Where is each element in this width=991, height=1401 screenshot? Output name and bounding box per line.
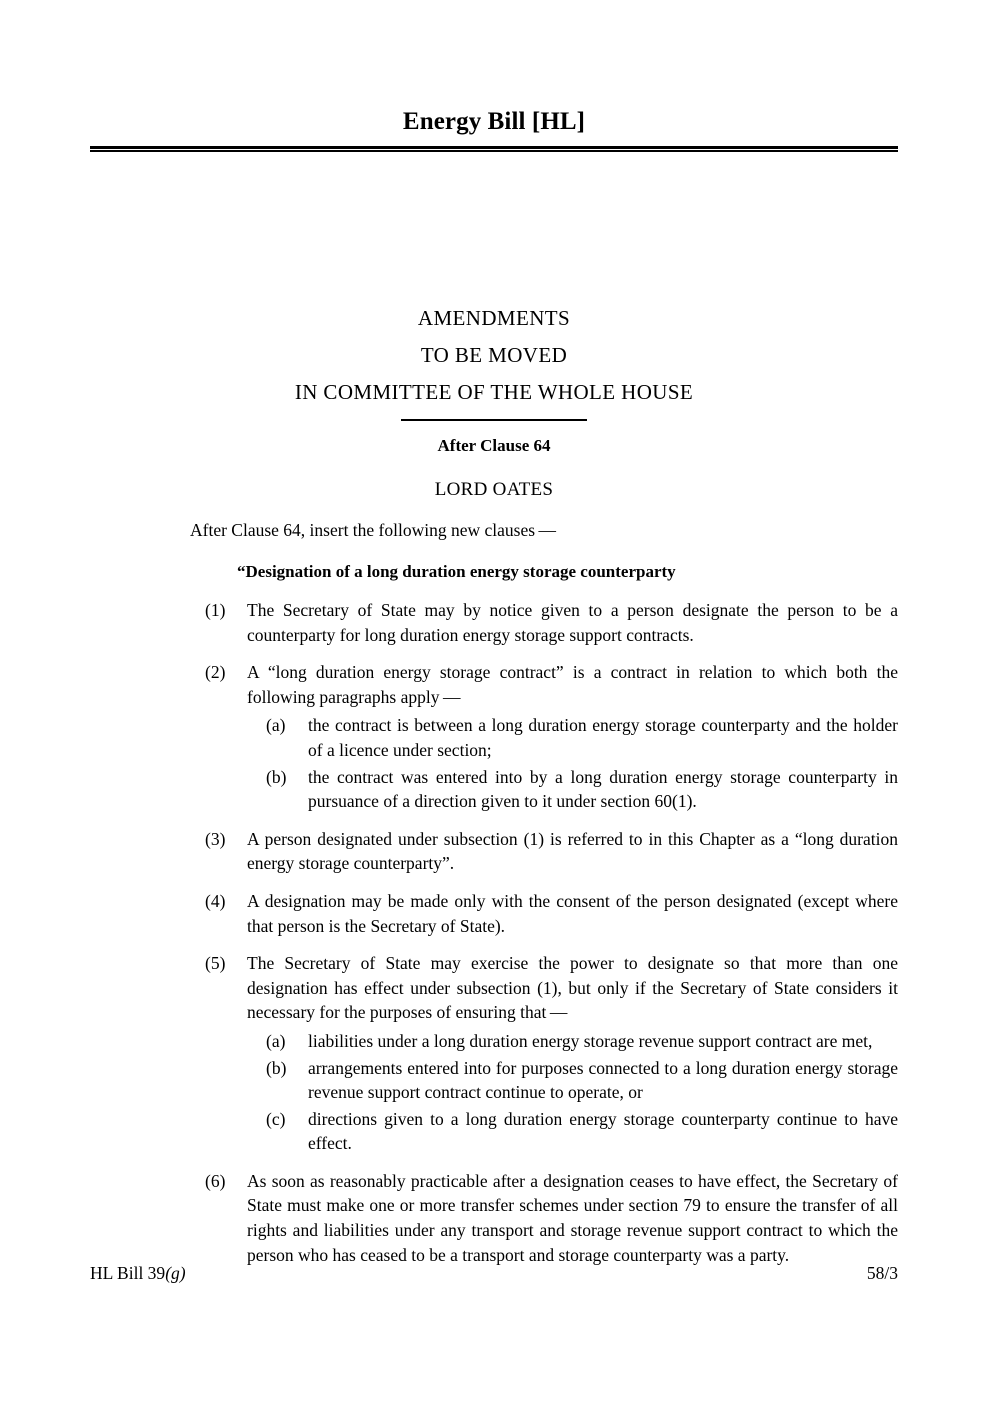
page-title: Energy Bill [HL] — [402, 108, 586, 135]
member-name: LORD OATES — [434, 478, 554, 500]
page-footer — [90, 1262, 898, 1284]
paragraph-5b — [90, 1056, 898, 1105]
subsection-number: (1) — [205, 600, 226, 620]
subsection-6 — [90, 1169, 898, 1267]
paragraph-letter: (b) — [266, 1057, 287, 1078]
subsection-text: As soon as reasonably practicable after a designation ceases to have effect, the Secretary of State must make one or more transfer schemes under section 79 to ensure the transfer of all rights and liabilities under any transport and storage revenue support contract to which the person who has ceased to be a transport and storage counterparty was a party. — [247, 1170, 898, 1265]
subsection-number: (6) — [205, 1170, 226, 1191]
title-double-rule — [90, 146, 898, 152]
bill-reference — [90, 1262, 186, 1284]
amendment-heading-block — [90, 300, 898, 505]
subsection-text: A designation may be made only with the consent of the person designated (except where that person is the Secretary of State). — [247, 890, 898, 936]
subsection-3 — [90, 827, 898, 876]
subsection-5 — [90, 951, 898, 1025]
paragraph-letter: (a) — [266, 1030, 286, 1051]
bill-reference-suffix: (g) — [165, 1263, 186, 1283]
bill-reference-main: HL Bill 39 — [90, 1263, 166, 1283]
clause-marker: After Clause 64 — [437, 435, 551, 455]
subsection-4 — [90, 889, 898, 938]
paragraph-letter: (c) — [266, 1108, 286, 1129]
subsection-2-paragraphs — [90, 713, 898, 813]
paragraph-2b — [90, 765, 898, 814]
subsection-2 — [90, 660, 898, 709]
subsection-text: A “long duration energy storage contract” is a contract in relation to which both the following paragraphs apply — — [247, 662, 898, 707]
subsection-text: The Secretary of State may by notice given to a person designate the person to be a counterparty for long duration energy storage support contracts. — [247, 600, 898, 645]
subsection-number: (4) — [205, 890, 226, 911]
subsection-text: A person designated under subsection (1) is referred to in this Chapter as a “long duration energy storage counterparty”. — [247, 828, 898, 874]
insert-instruction: After Clause 64, insert the following new clauses — — [190, 520, 557, 540]
paragraph-letter: (b) — [266, 766, 287, 787]
title-rule-thin — [90, 150, 898, 152]
new-clause-heading: “Designation of a long duration energy storage counterparty — [237, 562, 676, 581]
page-reference: 58/3 — [866, 1263, 898, 1283]
paragraph-text: the contract was entered into by a long duration energy storage counterparty in pursuance of a direction given to it under section 60(1). — [308, 766, 898, 812]
subsection-1 — [90, 598, 898, 647]
heading-to-be-moved: TO BE MOVED — [420, 343, 568, 367]
amendment-body — [90, 518, 898, 1280]
heading-amendments: AMENDMENTS — [417, 306, 571, 330]
heading-separator-rule-wrap — [90, 419, 898, 421]
paragraph-letter: (a) — [266, 715, 286, 736]
paragraph-5c — [90, 1107, 898, 1156]
subsection-number: (2) — [205, 662, 226, 683]
heading-in-committee: IN COMMITTEE OF THE WHOLE HOUSE — [294, 380, 694, 404]
paragraph-text: liabilities under a long duration energy storage revenue support contract are met, — [308, 1030, 873, 1051]
paragraph-text: arrangements entered into for purposes connected to a long duration energy storage revenue support contract continue to operate, or — [308, 1057, 898, 1103]
subsection-5-paragraphs — [90, 1029, 898, 1156]
paragraph-text: the contract is between a long duration energy storage counterparty and the holder of a licence under section; — [308, 715, 898, 760]
heading-separator-rule — [401, 419, 587, 421]
subsection-number: (3) — [205, 828, 226, 849]
paragraph-5a — [90, 1029, 898, 1054]
subsection-number: (5) — [205, 953, 226, 974]
paragraph-text: directions given to a long duration energy storage counterparty continue to have effect. — [308, 1108, 898, 1154]
paragraph-2a — [90, 713, 898, 762]
subsection-text: The Secretary of State may exercise the power to designate so that more than one designation has effect under subsection (1), but only if the Secretary of State considers it necessary for the purposes of ensuring that — — [247, 953, 898, 1023]
